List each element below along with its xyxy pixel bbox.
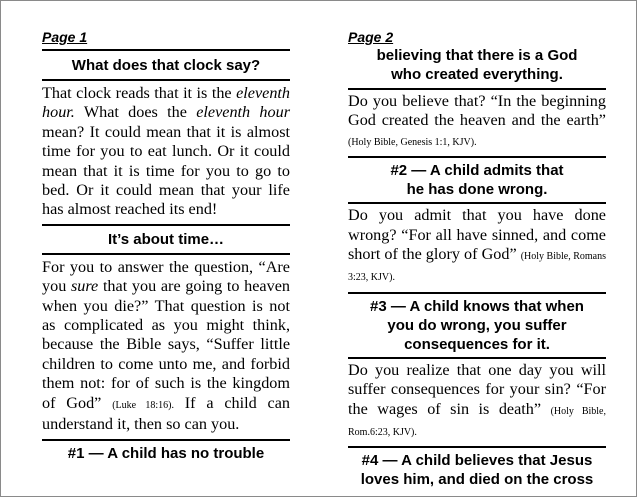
section-heading: What does that clock say?	[71, 57, 261, 74]
section-heading: #2 — A child admits that he has done wrong.	[390, 162, 564, 199]
section-heading: #4 — A child believes that Jesus loves him, and died on the cross	[360, 452, 594, 489]
body-paragraph: Do you realize that one day you will suffer consequences for your sin? “For the wages of sin is death” (Holy Bible, Rom.6:23, KJV).	[348, 360, 606, 439]
right-column	[348, 29, 606, 489]
divider	[348, 156, 606, 158]
body-paragraph: That clock reads that it is the eleventh hour. What does the eleventh hour mean? It could mean that it is almost time for you to eat lunch. Or it could mean that it is time for you to go to bed. Or it could mean that your life has almost reached its end!	[42, 84, 290, 219]
divider	[348, 446, 606, 448]
divider	[42, 439, 290, 441]
body-paragraph: Do you believe that? “In the beginning God created the heaven and the earth” (Holy Bible, Genesis 1:1, KJV).	[348, 92, 606, 148]
section-heading: #3 — A child knows that when you do wrong, you suffer consequences for it.	[370, 297, 584, 353]
section-heading: #1 — A child has no trouble	[67, 444, 265, 462]
left-column	[42, 29, 290, 463]
divider	[348, 202, 606, 204]
divider	[348, 292, 606, 294]
section-heading: It’s about time…	[107, 230, 225, 248]
body-paragraph: For you to answer the question, “Are you sure that you are going to heaven when you die?” That question is not as complicated as you might think, because the Bible says, “Suffer little children to come unto me, and forbid them not: for of such is the kingdom of God” (Luke 18:16). If a child can understand it, then so can you.	[42, 257, 291, 434]
page-label: Page 1	[42, 29, 88, 45]
divider	[348, 88, 606, 90]
divider	[42, 224, 290, 226]
body-paragraph: Do you admit that you have done wrong? “For all have sinned, and come short of the glory of God” (Holy Bible, Romans 3:23, KJV).	[348, 206, 606, 284]
divider	[42, 79, 290, 81]
divider	[348, 357, 606, 359]
divider	[42, 253, 290, 255]
divider	[42, 49, 290, 51]
page-label: Page 2	[348, 29, 394, 45]
section-heading: believing that there is a God who created everything.	[376, 47, 578, 83]
